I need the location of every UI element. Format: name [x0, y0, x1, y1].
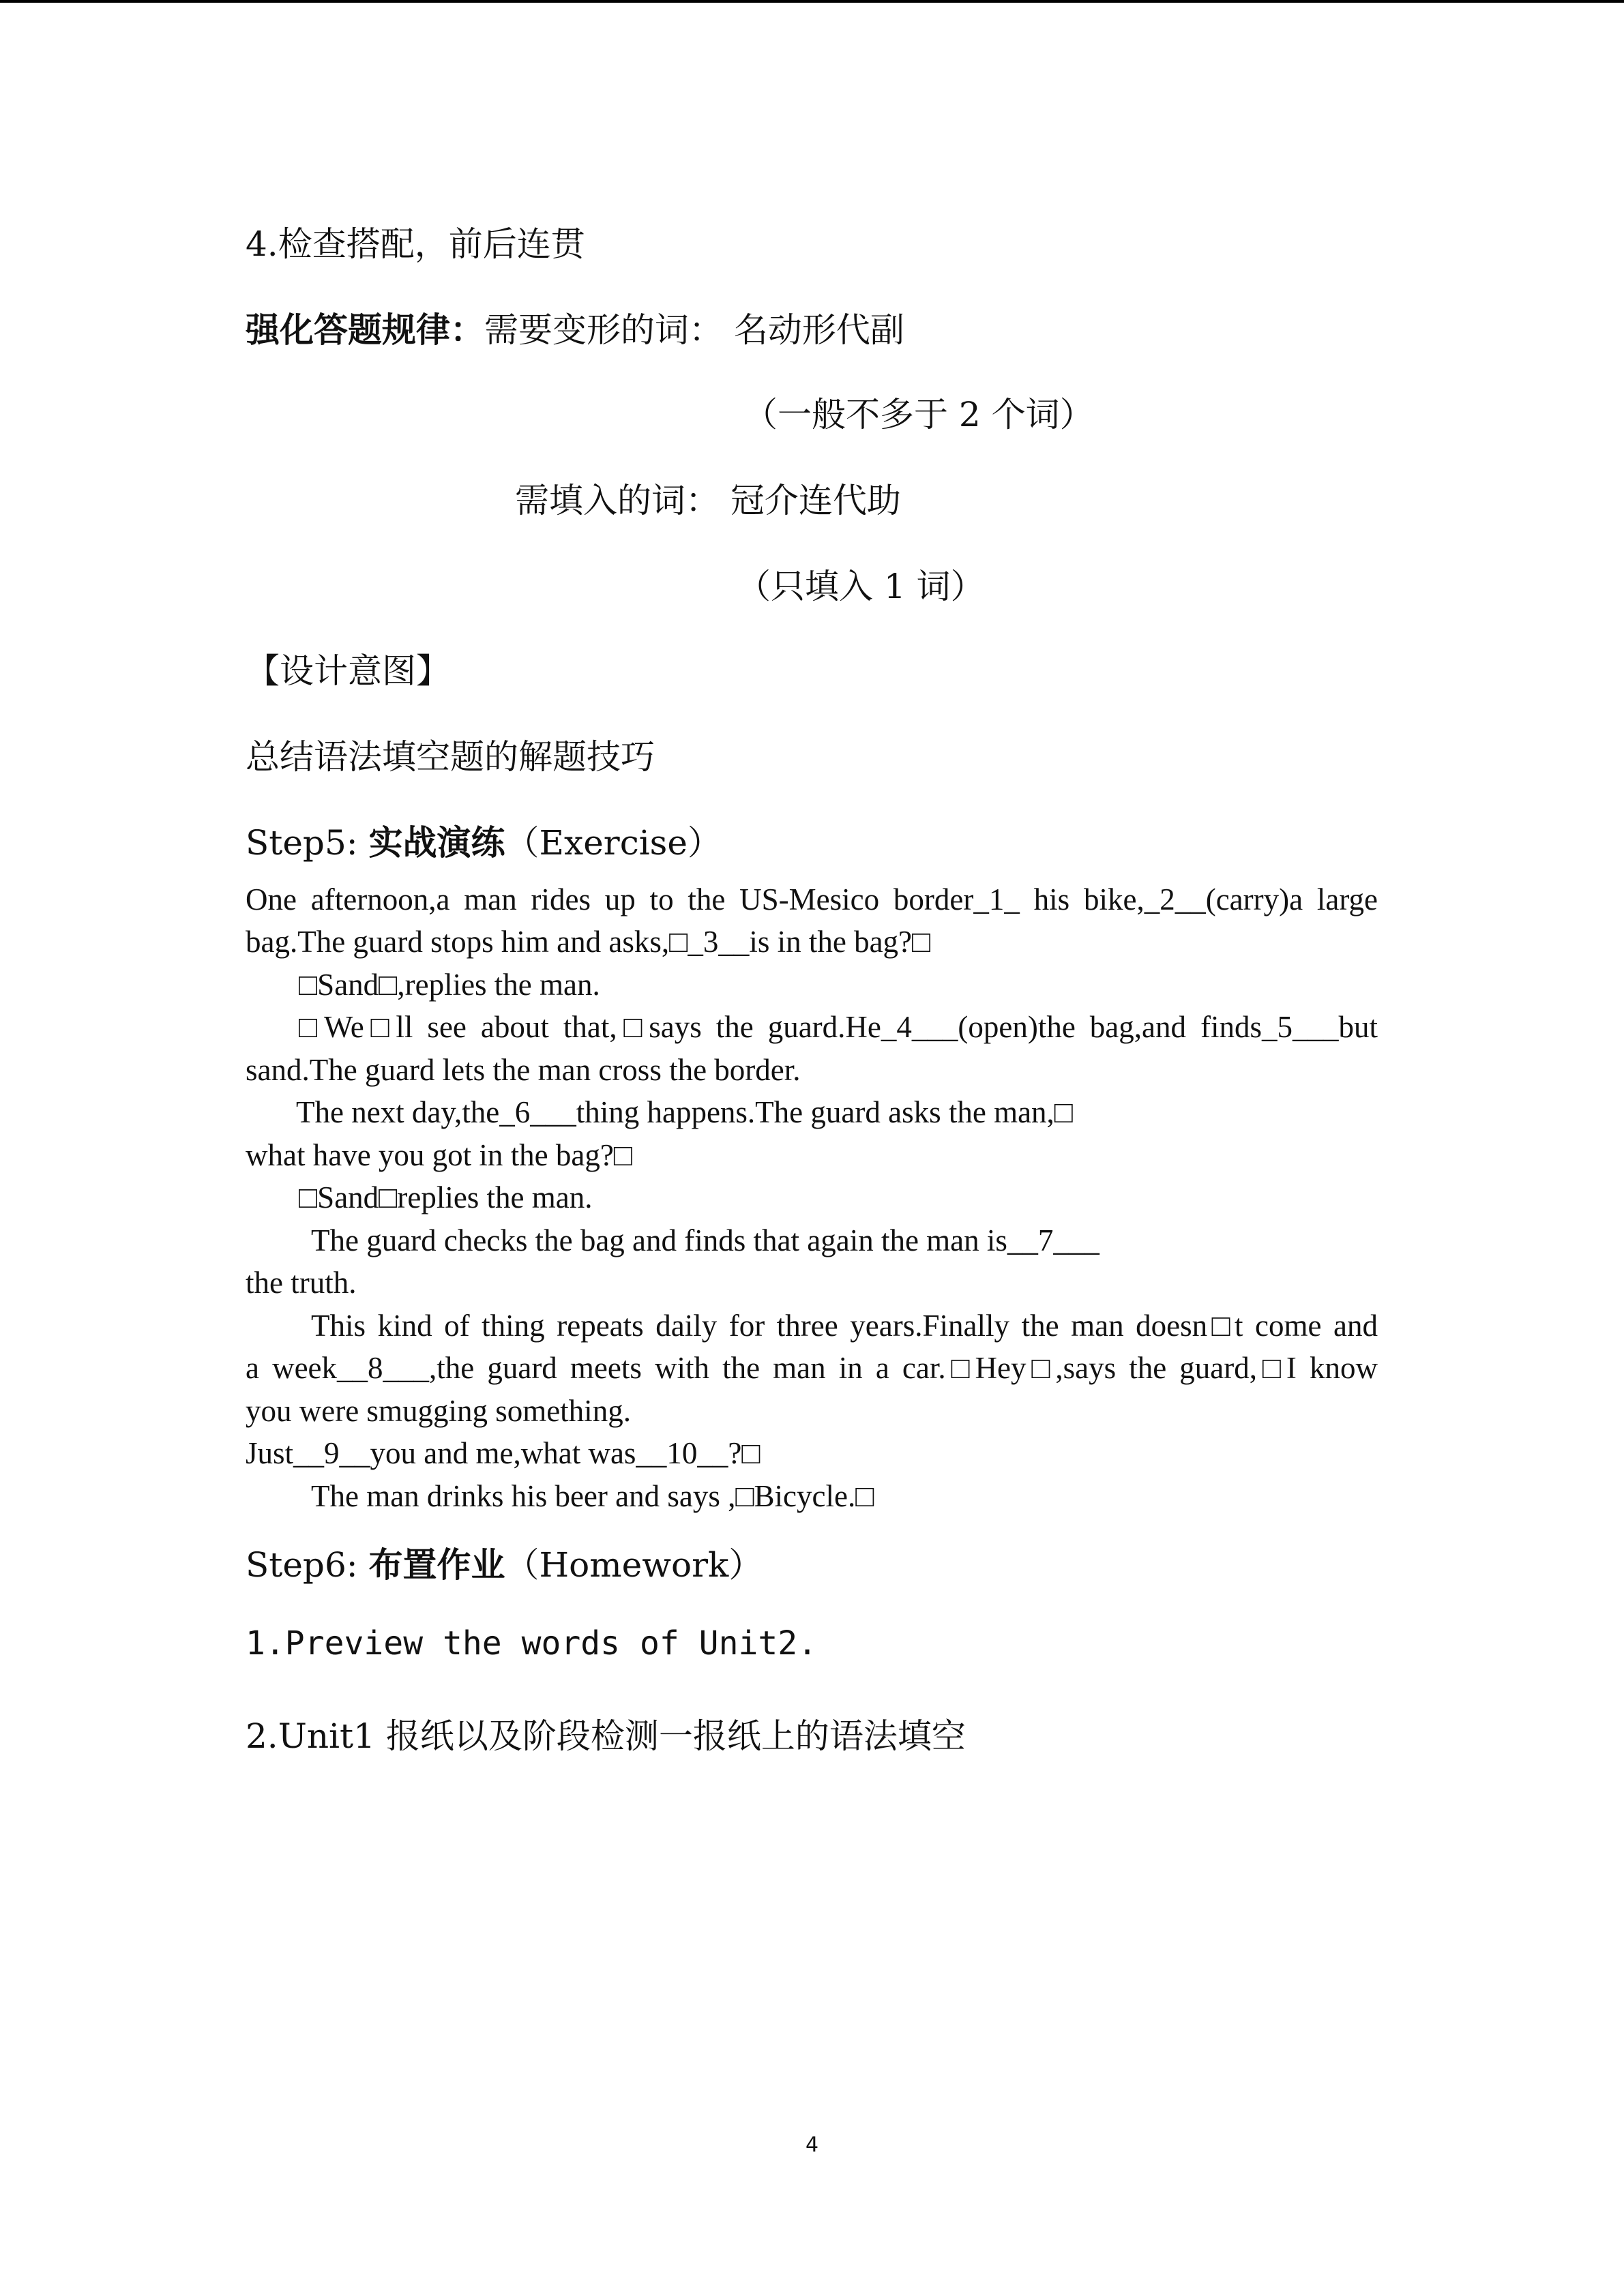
step5-title: 实战演练 [368, 822, 505, 863]
step6-label: Step6: [246, 1545, 369, 1585]
step5-paren: （Exercise） [505, 823, 722, 863]
step6-heading [246, 1538, 763, 1587]
step6-paren: （Homework） [505, 1545, 763, 1585]
rule-text: 需要变形的词： 名动形代副 [484, 310, 904, 350]
passage-line: sand.The guard lets the man cross the border. [246, 1053, 801, 1087]
passage-line: □Sand□,replies the man. [299, 968, 600, 1002]
rule-lead: 强化答题规律： [246, 310, 484, 350]
design-heading: 【设计意图】 [246, 651, 450, 691]
passage-line: The next day,the_6___thing happens.The guard asks the man,□ [296, 1095, 1073, 1129]
rule-line [246, 303, 904, 352]
page-top-border [0, 0, 1624, 3]
passage-line: Just__9__you and me,what was__10__?□ [246, 1436, 761, 1470]
passage-line: One afternoon,a man rides up to the US-Mesico border_1_ his bike,_2__(carry)a large [246, 882, 1378, 916]
tip-item-4: 4.检查搭配，前后连贯 [246, 224, 585, 264]
rule-note-1: （一般不多于 2 个词） [743, 395, 1094, 434]
passage-line: the truth. [246, 1266, 357, 1300]
passage-line: bag.The guard stops him and asks,□_3__is in the bag?□ [246, 925, 931, 959]
rule-note-2: （只填入 1 词） [737, 567, 985, 606]
passage-line: a week__8___,the guard meets with the man in a car.□Hey□,says the guard,□I know [246, 1351, 1378, 1385]
design-text: 总结语法填空题的解题技巧 [246, 737, 655, 777]
step5-heading [246, 816, 722, 865]
passage-line: The man drinks his beer and says ,□Bicycle.□ [311, 1479, 874, 1513]
step6-title: 布置作业 [368, 1545, 505, 1585]
passage-line: you were smugging something. [246, 1394, 631, 1428]
passage-line: The guard checks the bag and finds that again the man is__7___ [311, 1223, 1099, 1257]
page-number: 4 [805, 2133, 819, 2157]
homework-item-2: 2.Unit1 报纸以及阶段检测一报纸上的语法填空 [246, 1716, 966, 1756]
step5-label: Step5: [246, 823, 369, 863]
passage-line: □We□ll see about that,□says the guard.He_4___(open)the bag,and finds_5___but [299, 1010, 1378, 1044]
rule-2-text: 需填入的词： 冠介连代助 [515, 481, 901, 520]
passage-line: This kind of thing repeats daily for three years.Finally the man doesn□t come and [311, 1309, 1378, 1343]
passage-line: what have you got in the bag?□ [246, 1138, 633, 1172]
homework-item-1: 1.Preview the words of Unit2. [246, 1624, 818, 1663]
passage-line: □Sand□replies the man. [299, 1180, 593, 1214]
